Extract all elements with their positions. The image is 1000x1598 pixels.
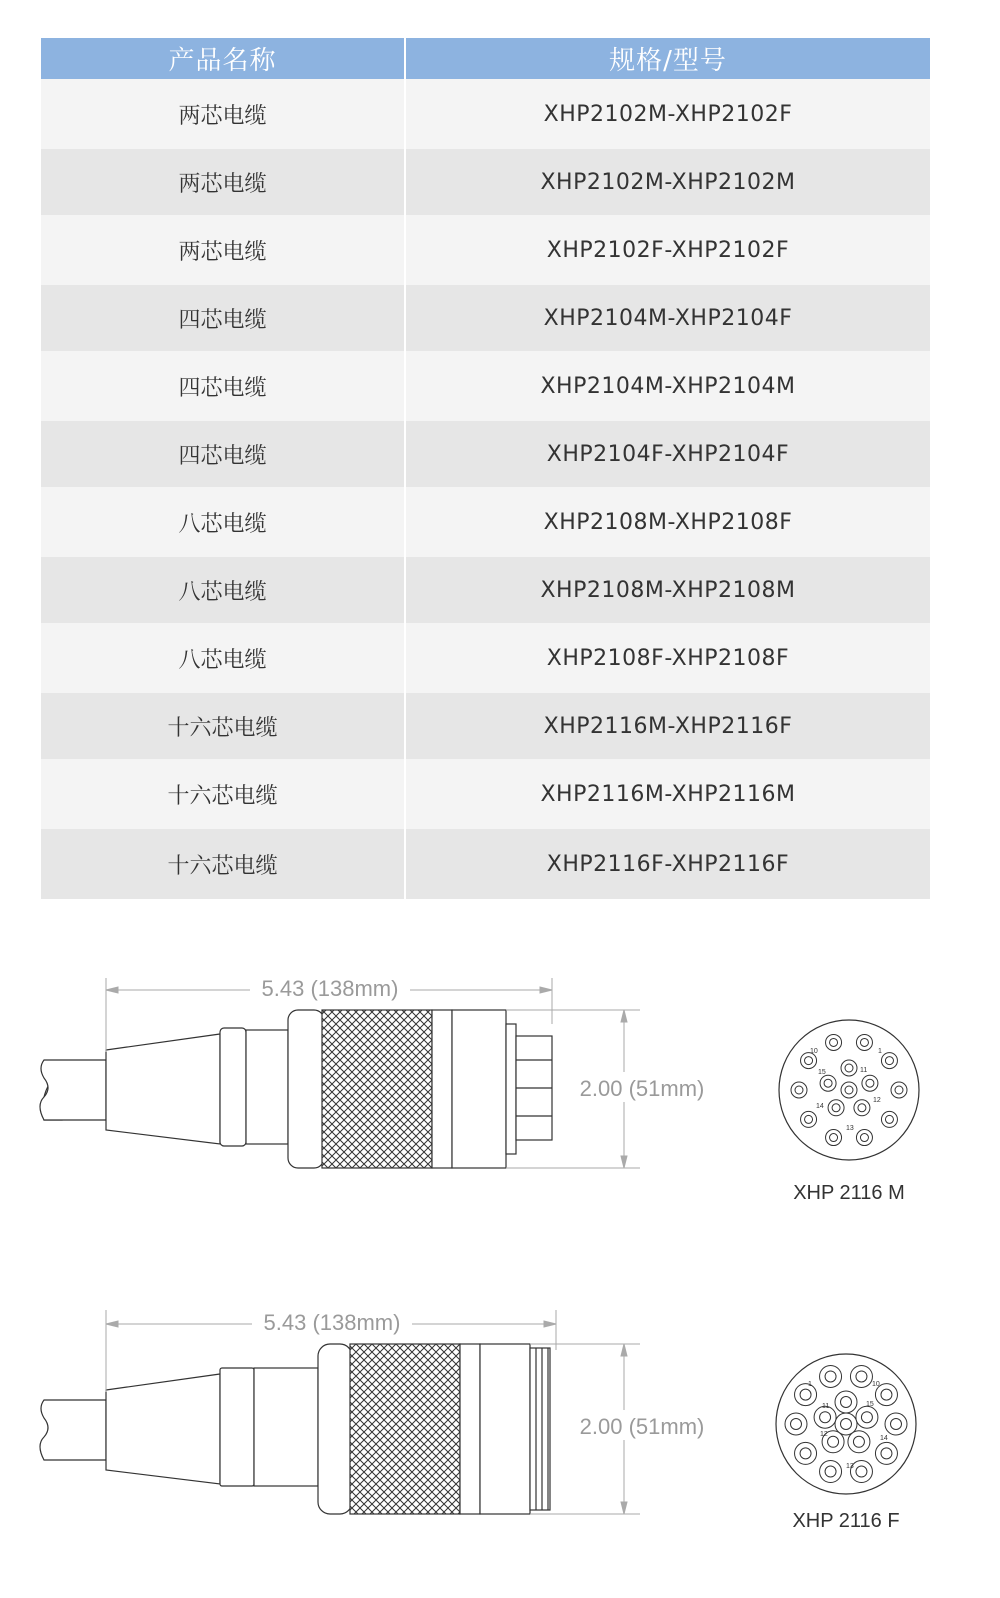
female-face-caption: XHP 2116 F — [792, 1510, 900, 1532]
model-cell: XHP2104M-XHP2104F — [405, 285, 930, 351]
model-cell: XHP2102M-XHP2102M — [405, 149, 930, 215]
pin-label: 11 — [822, 1403, 830, 1410]
model-cell: XHP2102M-XHP2102F — [405, 79, 930, 149]
contact-pin-core — [860, 1134, 868, 1142]
male-diameter-label: 2.00 (51mm) — [579, 1076, 705, 1101]
table-body — [41, 79, 930, 899]
female-connector-drawing — [0, 1300, 1000, 1560]
pin-label: 10 — [810, 1048, 818, 1055]
contact-pin-core — [830, 1038, 838, 1046]
table-row — [41, 557, 930, 623]
pin-label: 12 — [873, 1097, 881, 1104]
contact-pin-core — [800, 1389, 811, 1400]
product-name-cell: 两芯电缆 — [41, 215, 405, 285]
model-cell: XHP2104F-XHP2104F — [405, 421, 930, 487]
pin-label: 15 — [818, 1069, 826, 1076]
male-length-label: 5.43 (138mm) — [261, 976, 399, 1001]
male-connector-drawing — [0, 960, 1000, 1220]
contact-pin-core — [805, 1057, 813, 1065]
product-name-cell: 八芯电缆 — [41, 623, 405, 693]
product-name-cell: 八芯电缆 — [41, 557, 405, 623]
contact-pin-core — [845, 1064, 853, 1072]
pin-label: 14 — [880, 1435, 888, 1442]
pin-label: 12 — [820, 1431, 828, 1438]
model-cell: XHP2102F-XHP2102F — [405, 215, 930, 285]
pin-label: 10 — [872, 1381, 880, 1388]
contact-pin-core — [825, 1466, 836, 1477]
header-product-name: 产品名称 — [41, 38, 405, 79]
product-name-cell: 十六芯电缆 — [41, 693, 405, 759]
spec-table — [41, 38, 930, 899]
contact-pin-core — [858, 1104, 866, 1112]
product-name-cell: 四芯电缆 — [41, 351, 405, 421]
contact-pin-core — [841, 1419, 852, 1430]
contact-pin-core — [832, 1104, 840, 1112]
contact-pin-core — [830, 1134, 838, 1142]
table-row — [41, 421, 930, 487]
contact-pin-core — [885, 1115, 893, 1123]
contact-pin-core — [791, 1419, 802, 1430]
model-cell: XHP2116F-XHP2116F — [405, 829, 930, 899]
contact-pin-core — [853, 1436, 864, 1447]
table-row — [41, 829, 930, 899]
model-cell: XHP2104M-XHP2104M — [405, 351, 930, 421]
contact-pin-core — [856, 1371, 867, 1382]
product-name-cell: 八芯电缆 — [41, 487, 405, 557]
model-cell: XHP2108F-XHP2108F — [405, 623, 930, 693]
product-name-cell: 两芯电缆 — [41, 149, 405, 215]
pin-label: 1 — [808, 1381, 812, 1388]
contact-pin-core — [800, 1448, 811, 1459]
pin-label: 13 — [846, 1463, 854, 1470]
male-face-caption: XHP 2116 M — [793, 1182, 905, 1204]
header-model: 规格/型号 — [405, 38, 930, 79]
table-row — [41, 215, 930, 285]
pin-label: 13 — [846, 1125, 854, 1132]
table-row — [41, 351, 930, 421]
table-row — [41, 759, 930, 829]
table-row — [41, 285, 930, 351]
table-row — [41, 487, 930, 557]
contact-pin-core — [841, 1397, 852, 1408]
model-cell: XHP2116M-XHP2116M — [405, 759, 930, 829]
female-diameter-label: 2.00 (51mm) — [579, 1414, 705, 1439]
male-face-view — [779, 1020, 919, 1160]
male-connector-body — [40, 1010, 552, 1168]
product-name-cell: 四芯电缆 — [41, 285, 405, 351]
contact-pin-core — [895, 1086, 903, 1094]
contact-pin-core — [856, 1466, 867, 1477]
pin-label: 14 — [816, 1103, 824, 1110]
contact-pin-core — [828, 1436, 839, 1447]
contact-pin-core — [825, 1371, 836, 1382]
model-cell: XHP2116M-XHP2116F — [405, 693, 930, 759]
product-name-cell: 两芯电缆 — [41, 79, 405, 149]
contact-pin-core — [881, 1389, 892, 1400]
product-name-cell: 十六芯电缆 — [41, 829, 405, 899]
contact-pin-core — [861, 1412, 872, 1423]
contact-pin-core — [795, 1086, 803, 1094]
contact-pin-core — [845, 1086, 853, 1094]
model-cell: XHP2108M-XHP2108M — [405, 557, 930, 623]
model-cell: XHP2108M-XHP2108F — [405, 487, 930, 557]
table-row — [41, 693, 930, 759]
table-row — [41, 623, 930, 693]
contact-pin-core — [885, 1057, 893, 1065]
female-face-view — [776, 1354, 916, 1494]
contact-pin-core — [805, 1115, 813, 1123]
pin-label: 1 — [878, 1048, 882, 1055]
female-connector-body — [40, 1344, 550, 1514]
female-length-label: 5.43 (138mm) — [263, 1310, 401, 1335]
contact-pin-core — [891, 1419, 902, 1430]
table-row — [41, 79, 930, 149]
contact-pin-core — [824, 1079, 832, 1087]
contact-pin-core — [860, 1038, 868, 1046]
pin-label: 15 — [866, 1401, 874, 1408]
table-header-row — [41, 38, 930, 79]
table-row — [41, 149, 930, 215]
contact-pin-core — [866, 1079, 874, 1087]
product-name-cell: 十六芯电缆 — [41, 759, 405, 829]
pin-label: 11 — [860, 1067, 868, 1074]
contact-pin-core — [820, 1412, 831, 1423]
contact-pin-core — [881, 1448, 892, 1459]
product-name-cell: 四芯电缆 — [41, 421, 405, 487]
